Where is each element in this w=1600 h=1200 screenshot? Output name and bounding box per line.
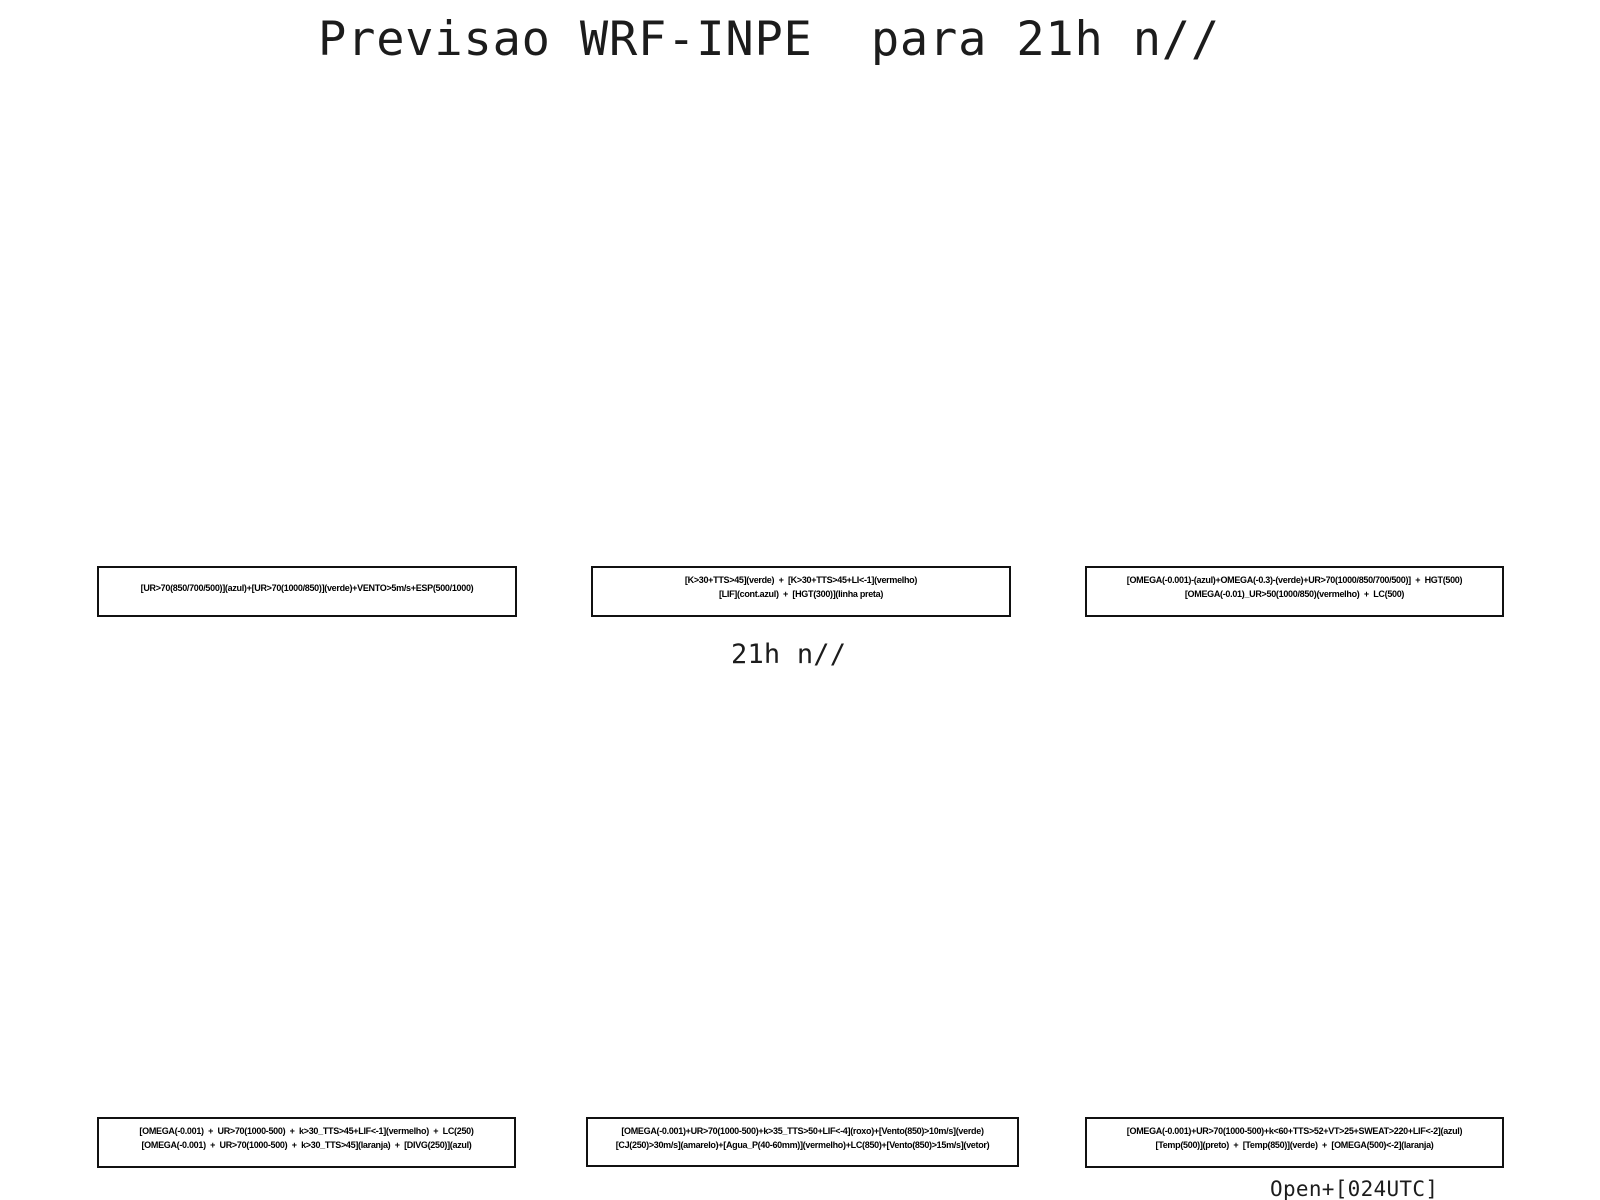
caption-line: [LIF](cont.azul) + [HGT(300)](linha preta) [718,589,884,599]
caption-line: [OMEGA(-0.001) + UR>70(1000-500) + k>30_TTS>45](laranja) + [DIVG(250)](azul) [141,1140,472,1150]
forecast-hour-label: 21h n// [731,639,847,670]
caption-line: [OMEGA(-0.01)_UR>50(1000/850)(vermelho) + LC(500) [1184,589,1405,599]
caption-line: [K>30+TTS>45](verde) + [K>30+TTS>45+LI<-1](vermelho) [684,575,918,585]
caption-line: [OMEGA(-0.001)+UR>70(1000-500)+k>35_TTS>50+LIF<-4](roxo)+[Vento(850)>10m/s](verde) [621,1126,984,1136]
caption-line: [CJ(250)>30m/s](amarelo)+[Agua_P(40-60mm)](vermelho)+LC(850)+[Vento(850)>15m/s](vetor) [615,1140,990,1150]
panel-caption-top-left [97,566,517,617]
panel-caption-bottom-left [97,1117,516,1168]
caption-line: [UR>70(850/700/500)](azul)+[UR>70(1000/850)](verde)+VENTO>5m/s+ESP(500/1000) [140,583,474,593]
caption-line: [OMEGA(-0.001)+UR>70(1000-500)+k<60+TTS>52+VT>25+SWEAT>220+LIF<-2](azul) [1126,1126,1463,1136]
open-utc-label: Open+[024UTC] [1270,1177,1439,1200]
caption-line: [OMEGA(-0.001) + UR>70(1000-500) + k>30_TTS>45+LIF<-1](vermelho) + LC(250) [139,1126,474,1136]
caption-line: [Temp(500)](preto) + [Temp(850)](verde) + [OMEGA(500)<-2](laranja) [1155,1140,1434,1150]
panel-caption-top-center [591,566,1011,617]
panel-caption-bottom-right [1085,1117,1504,1168]
caption-line: [OMEGA(-0.001)-(azul)+OMEGA(-0.3)-(verde)+UR>70(1000/850/700/500)] + HGT(500) [1126,575,1463,585]
page-title: Previsao WRF-INPE para 21h n// [318,12,1220,67]
panel-caption-top-right [1085,566,1504,617]
panel-caption-bottom-center [586,1117,1019,1167]
